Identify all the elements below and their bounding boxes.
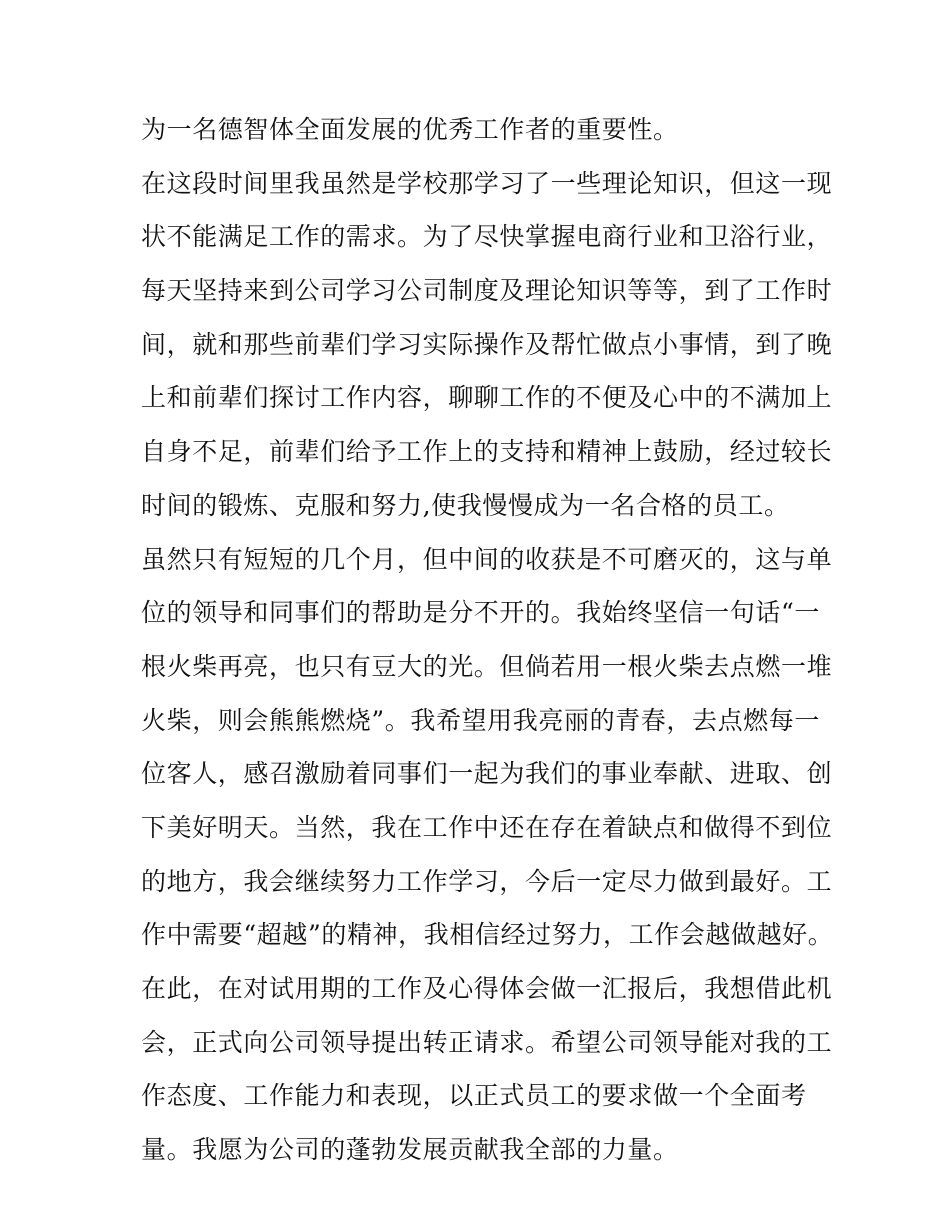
- text-line: 作中需要“超越”的精神，我相信经过努力，工作会越做越好。: [141, 920, 834, 950]
- text-line: 虽然只有短短的几个月，但中间的收获是不可磨灭的，这与单: [141, 544, 833, 574]
- text-line: 自身不足，前辈们给予工作上的支持和精神上鼓励，经过较长: [141, 437, 833, 467]
- text-line: 下美好明天。当然，我在工作中还在存在着缺点和做得不到位: [141, 812, 833, 842]
- text-line: 的地方，我会继续努力工作学习，今后一定尽力做到最好。工: [141, 866, 833, 896]
- body-text: [141, 110, 834, 1184]
- text-line: 根火柴再亮，也只有豆大的光。但倘若用一根火柴去点燃一堆: [141, 651, 833, 681]
- text-line: 在此，在对试用期的工作及心得体会做一汇报后，我想借此机: [141, 974, 833, 1003]
- text-line: 位客人，感召激励着同事们一起为我们的事业奉献、进取、创: [141, 759, 833, 789]
- text-line: 间，就和那些前辈们学习实际操作及帮忙做点小事情，到了晚: [141, 329, 833, 359]
- text-line: 会，正式向公司领导提出转正请求。希望公司领导能对我的工: [141, 1027, 833, 1057]
- text-line: 为一名德智体全面发展的优秀工作者的重要性。: [141, 115, 679, 144]
- text-line: 在这段时间里我虽然是学校那学习了一些理论知识，但这一现: [141, 168, 833, 198]
- text-line: 作态度、工作能力和表现，以正式员工的要求做一个全面考: [141, 1081, 807, 1111]
- text-line: 位的领导和同事们的帮助是分不开的。我始终坚信一句话“一: [141, 598, 820, 628]
- text-line: 每天坚持来到公司学习公司制度及理论知识等等，到了工作时: [141, 276, 833, 306]
- text-line: 时间的锻炼、克服和努力,使我慢慢成为一名合格的员工。: [141, 490, 790, 520]
- text-line: 量。我愿为公司的蓬勃发展贡献我全部的力量。: [141, 1135, 679, 1165]
- text-line: 火柴，则会熊熊燃烧”。我希望用我亮丽的青春，去点燃每一: [141, 705, 820, 735]
- text-line: 状不能满足工作的需求。为了尽快掌握电商行业和卫浴行业，: [141, 222, 833, 252]
- text-line: 上和前辈们探讨工作内容，聊聊工作的不便及心中的不满加上: [141, 383, 833, 413]
